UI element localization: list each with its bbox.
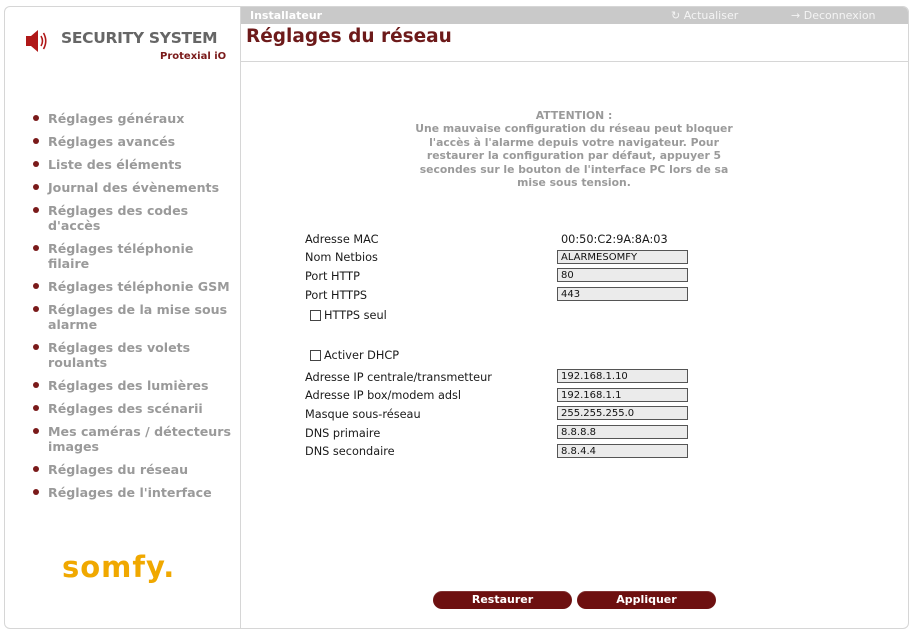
top-bar xyxy=(241,7,908,24)
sidebar-item-volets-roulants[interactable] xyxy=(32,340,237,370)
sidebar-item-label: Mes caméras / détecteurs images xyxy=(48,424,231,454)
somfy-logo: somfy. xyxy=(62,550,176,584)
dns-primary-input[interactable] xyxy=(557,425,688,439)
bullet-icon xyxy=(33,207,39,213)
bullet-icon xyxy=(33,466,39,472)
mac-label: Adresse MAC xyxy=(305,233,379,246)
sidebar-item-label: Réglages du réseau xyxy=(48,462,189,477)
brand-subtitle: Protexial iO xyxy=(160,51,227,62)
arrow-right-icon: → xyxy=(791,9,804,22)
sidebar-item-journal-evenements[interactable] xyxy=(32,180,237,195)
subnet-mask-input[interactable] xyxy=(557,406,688,420)
bullet-icon xyxy=(33,283,39,289)
https-only-label: HTTPS seul xyxy=(324,309,387,322)
brand-logo xyxy=(25,27,235,67)
bullet-icon xyxy=(33,138,39,144)
sidebar-item-reglages-generaux[interactable] xyxy=(32,111,237,126)
sidebar-item-label: Réglages généraux xyxy=(48,111,185,126)
sidebar-item-label: Réglages téléphonie GSM xyxy=(48,279,230,294)
http-port-input[interactable] xyxy=(557,268,688,282)
sidebar-item-label: Réglages téléphonie filaire xyxy=(48,241,194,271)
refresh-button[interactable] xyxy=(671,9,738,22)
app-frame xyxy=(4,6,909,629)
warning-title: ATTENTION : xyxy=(535,109,613,122)
sidebar xyxy=(5,7,241,628)
https-only-checkbox[interactable] xyxy=(310,310,321,321)
page-title: Réglages du réseau xyxy=(246,26,452,47)
bullet-icon xyxy=(33,382,39,388)
bullet-icon xyxy=(33,405,39,411)
dns-secondary-input[interactable] xyxy=(557,444,688,458)
bullet-icon xyxy=(33,489,39,495)
sidebar-item-reglages-avances[interactable] xyxy=(32,134,237,149)
sidebar-item-label: Réglages des lumières xyxy=(48,378,209,393)
sidebar-nav xyxy=(32,111,237,508)
sidebar-item-codes-acces[interactable] xyxy=(32,203,237,233)
bullet-icon xyxy=(33,184,39,190)
ip-central-label: Adresse IP centrale/transmetteur xyxy=(305,371,492,384)
sidebar-item-lumieres[interactable] xyxy=(32,378,237,393)
ip-central-input[interactable] xyxy=(557,369,688,383)
http-port-label: Port HTTP xyxy=(305,270,360,283)
dns-secondary-label: DNS secondaire xyxy=(305,445,395,458)
speaker-icon xyxy=(25,27,49,55)
sidebar-item-label: Réglages de l'interface xyxy=(48,485,212,500)
sidebar-item-reseau[interactable] xyxy=(32,462,237,477)
logout-label: Deconnexion xyxy=(803,9,876,22)
dns-primary-label: DNS primaire xyxy=(305,427,381,440)
refresh-icon: ↻ xyxy=(671,9,684,22)
https-port-label: Port HTTPS xyxy=(305,289,368,302)
sidebar-item-label: Réglages de la mise sous alarme xyxy=(48,302,228,332)
sidebar-item-telephonie-gsm[interactable] xyxy=(32,279,237,294)
apply-button[interactable]: Appliquer xyxy=(577,591,716,609)
bullet-icon xyxy=(33,161,39,167)
bullet-icon xyxy=(33,306,39,312)
dhcp-checkbox[interactable] xyxy=(310,350,321,361)
subnet-mask-label: Masque sous-réseau xyxy=(305,408,421,421)
sidebar-item-cameras[interactable] xyxy=(32,424,237,454)
sidebar-item-label: Journal des évènements xyxy=(48,180,220,195)
warning-body: Une mauvaise configuration du réseau peut bloquer l'accès à l'alarme depuis votre navigateur. Pour restaurer la configuration par défaut, appuyer 5 secondes sur le bouton de l'interface PC lors de sa mise sous tension. xyxy=(415,122,733,190)
sidebar-item-label: Liste des éléments xyxy=(48,157,182,172)
https-only-row xyxy=(310,309,387,322)
mac-value: 00:50:C2:9A:8A:03 xyxy=(561,233,668,246)
sidebar-item-label: Réglages des volets roulants xyxy=(48,340,191,370)
sidebar-item-scenarii[interactable] xyxy=(32,401,237,416)
logout-button[interactable] xyxy=(791,9,876,22)
sidebar-item-label: Réglages des scénarii xyxy=(48,401,203,416)
bullet-icon xyxy=(33,115,39,121)
user-role: Installateur xyxy=(250,9,323,22)
brand-title: SECURITY SYSTEM xyxy=(61,29,218,47)
dhcp-label: Activer DHCP xyxy=(324,349,400,362)
refresh-label: Actualiser xyxy=(683,9,739,22)
sidebar-item-label: Réglages avancés xyxy=(48,134,176,149)
sidebar-item-mise-sous-alarme[interactable] xyxy=(32,302,237,332)
sidebar-item-interface[interactable] xyxy=(32,485,237,500)
https-port-input[interactable] xyxy=(557,287,688,301)
title-divider xyxy=(241,61,909,62)
netbios-label: Nom Netbios xyxy=(305,251,378,264)
sidebar-item-telephonie-filaire[interactable] xyxy=(32,241,237,271)
warning-notice xyxy=(408,109,740,189)
sidebar-item-liste-elements[interactable] xyxy=(32,157,237,172)
ip-box-input[interactable] xyxy=(557,388,688,402)
bullet-icon xyxy=(33,428,39,434)
bullet-icon xyxy=(33,245,39,251)
ip-box-label: Adresse IP box/modem adsl xyxy=(305,389,462,402)
netbios-input[interactable] xyxy=(557,250,688,264)
restore-button[interactable]: Restaurer xyxy=(433,591,572,609)
sidebar-item-label: Réglages des codes d'accès xyxy=(48,203,189,233)
bullet-icon xyxy=(33,344,39,350)
dhcp-row xyxy=(310,349,399,362)
